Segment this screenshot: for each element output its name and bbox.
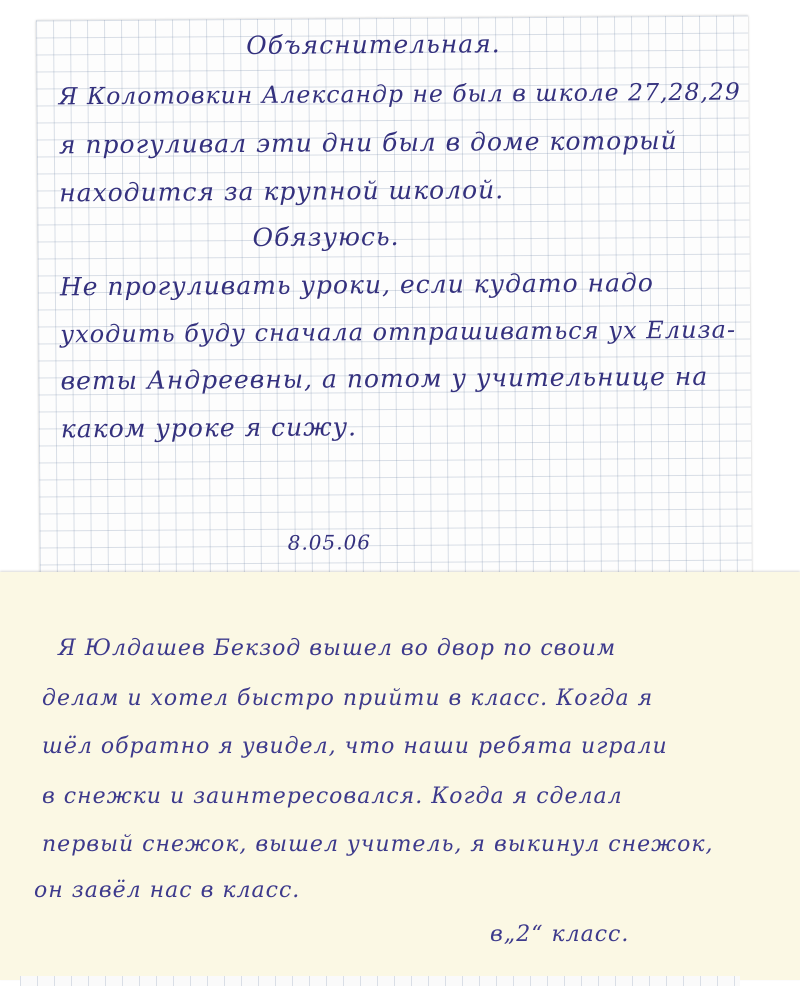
note-title: Объяснительная. bbox=[246, 29, 501, 61]
explanatory-note-yellow-paper bbox=[0, 572, 800, 980]
pledge-line-2: уходить буду сначала отпрашиваться ух Елиза- bbox=[60, 315, 737, 349]
yellow-note-line-1: Я Юлдашев Бекзод вышел во двор по своим bbox=[58, 636, 617, 661]
yellow-note-line-6: он завёл нас в класс. bbox=[34, 878, 301, 903]
yellow-note-line-2: делам и хотел быстро прийти в класс. Когда я bbox=[42, 686, 654, 711]
pledge-line-1: Не прогуливать уроки, если кудато надо bbox=[59, 268, 654, 302]
grid-paper-edge bbox=[20, 976, 740, 986]
note-date: 8.05.06 bbox=[287, 530, 372, 555]
class-signature: в„2“ класс. bbox=[490, 922, 630, 947]
note-line-1: Я Колотовкин Александр не был в школе 27,28,29 bbox=[58, 77, 741, 111]
explanatory-note-grid-page bbox=[36, 16, 752, 591]
yellow-note-line-5: первый снежок, вышел учитель, я выкинул снежок, bbox=[42, 832, 714, 857]
note-line-3: находится за крупной школой. bbox=[59, 175, 505, 208]
note-line-2: я прогуливал эти дни был в доме который bbox=[58, 126, 678, 160]
pledge-line-4: каком уроке я сижу. bbox=[60, 412, 358, 444]
pledge-line-3: веты Андреевны, а потом у учительнице на bbox=[60, 361, 709, 396]
pledge-heading: Обязуюсь. bbox=[252, 221, 400, 252]
yellow-note-line-4: в снежки и заинтересовался. Когда я сделал bbox=[42, 784, 623, 809]
yellow-note-line-3: шёл обратно я увидел, что наши ребята играли bbox=[42, 734, 668, 759]
